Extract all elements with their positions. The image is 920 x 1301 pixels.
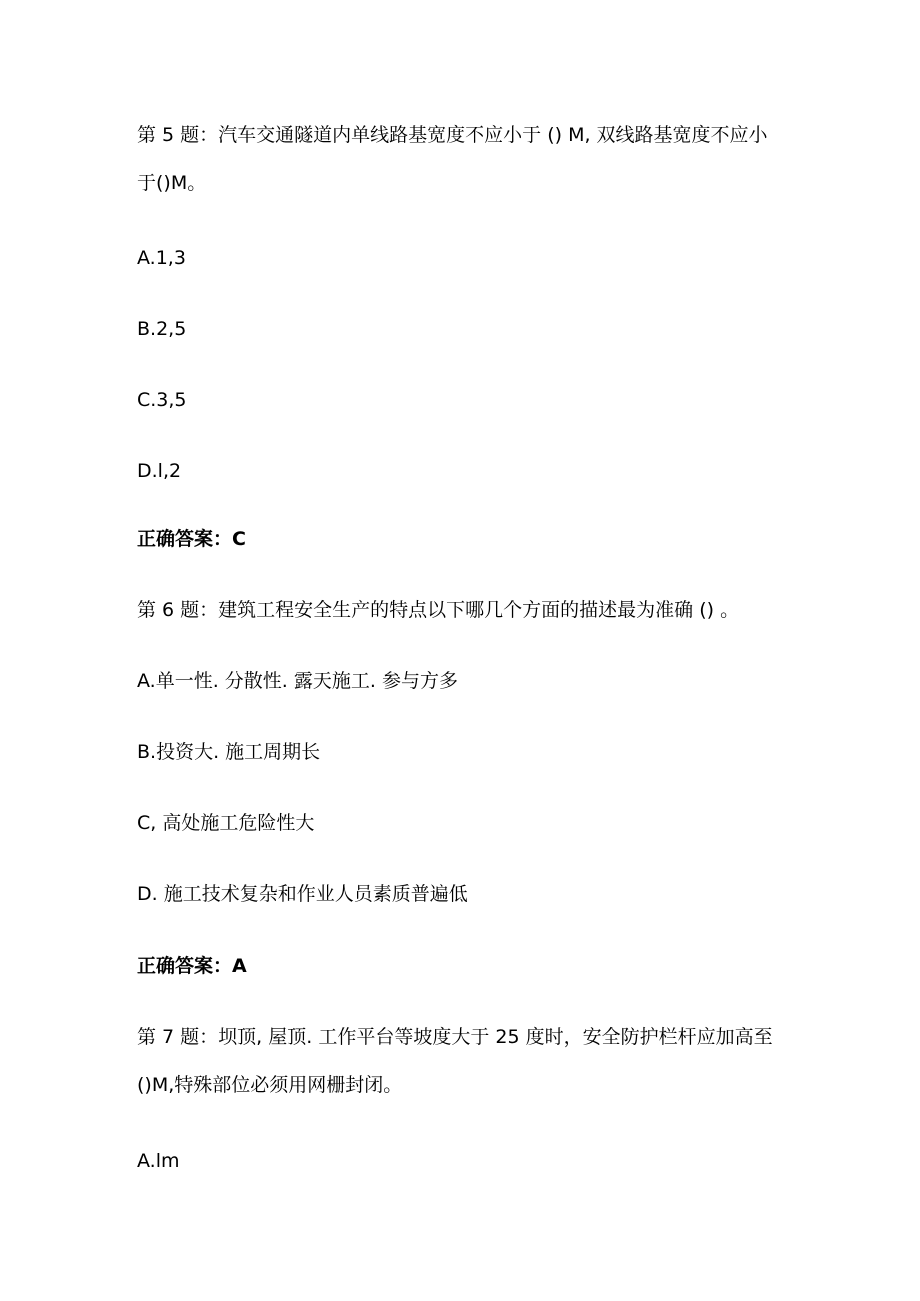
question-6-option-d: D. 施工技术复杂和作业人员素质普遍低 (137, 883, 468, 905)
question-5-answer: 正确答案：C (137, 528, 246, 550)
question-5-stem-line-1: 第 5 题：汽车交通隧道内单线路基宽度不应小于 () M, 双线路基宽度不应小 (137, 124, 768, 146)
question-5-option-c: C.3,5 (137, 389, 187, 411)
question-6-answer: 正确答案：A (137, 955, 247, 977)
question-5-stem-line-2: 于()M。 (137, 172, 207, 194)
question-5-option-a: A.1,3 (137, 247, 186, 269)
question-7-stem-line-2: ()M,特殊部位必须用网栅封闭。 (137, 1074, 403, 1096)
question-7-stem-line-1: 第 7 题：坝顶, 屋顶. 工作平台等坡度大于 25 度时，安全防护栏杆应加高至 (137, 1026, 773, 1048)
question-6-option-b: B.投资大. 施工周期长 (137, 741, 321, 763)
question-5-option-d: D.l,2 (137, 460, 182, 482)
question-5-option-b: B.2,5 (137, 318, 187, 340)
question-7-option-a: A.lm (137, 1150, 180, 1172)
question-6-option-a: A.单一性. 分散性. 露天施工. 参与方多 (137, 670, 458, 692)
question-6-stem-line-1: 第 6 题：建筑工程安全生产的特点以下哪几个方面的描述最为准确 () 。 (137, 599, 740, 621)
question-6-option-c: C, 高处施工危险性大 (137, 812, 315, 834)
